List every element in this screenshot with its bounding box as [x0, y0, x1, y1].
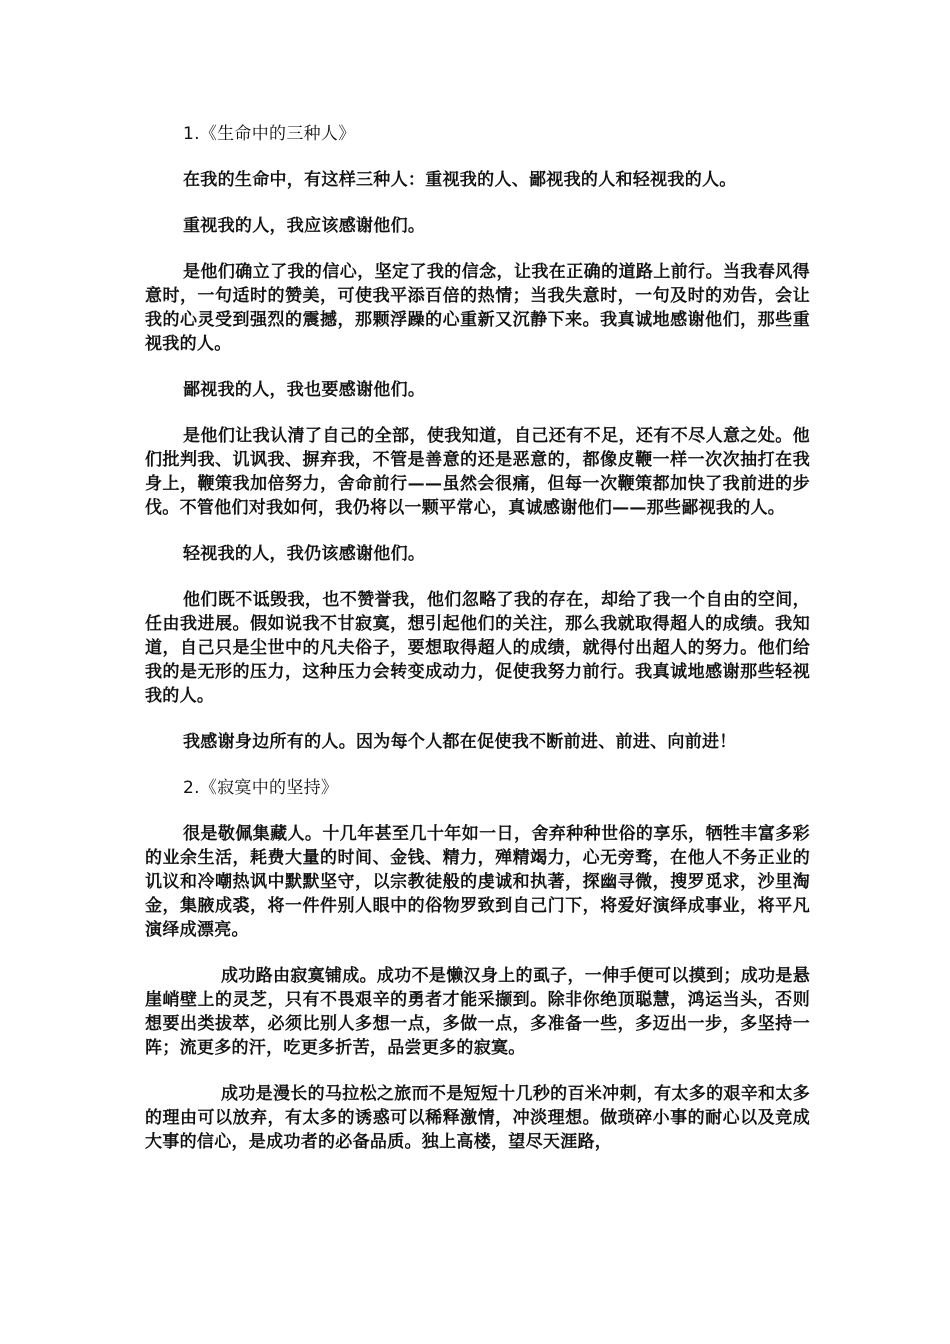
paragraph: 是他们让我认清了自己的全部，使我知道，自己还有不足，还有不尽人意之处。他们批判我、讥讽我、摒弃我，不管是善意的还是恶意的，都像皮鞭一样一次次抽打在我身上，鞭策我加倍努力，舍命前行——虽然会很痛，但每一次鞭策都加快了我前进的步伐。不管他们对我如何，我仍将以一颗平常心，真诚感谢他们——那些鄙视我的人。 — [145, 426, 810, 518]
paragraph: 成功是漫长的马拉松之旅而不是短短十几秒的百米冲刺，有太多的艰辛和太多的理由可以放弃，有太多的诱惑可以稀释激情，冲淡理想。做琐碎小事的耐心以及竞成大事的信心，是成功者的必备品质。独上高楼，望尽天涯路， — [145, 1084, 810, 1152]
section-title-2: 2.《寂寞中的坚持》 — [183, 778, 339, 798]
paragraph: 成功路由寂寞铺成。成功不是懒汉身上的虱子，一伸手便可以摸到；成功是悬崖峭壁上的灵芝，只有不畏艰辛的勇者才能采撷到。除非你绝顶聪慧，鸿运当头，否则想要出类拔萃，必须比别人多想一点，多做一点，多准备一些，多迈出一步，多坚持一阵；流更多的汗，吃更多折苦，品尝更多的寂寞。 — [145, 966, 810, 1058]
section-title-1: 1.《生命中的三种人》 — [183, 124, 356, 144]
paragraph: 很是敬佩集藏人。十几年甚至几十年如一日，舍弃种种世俗的享乐，牺牲丰富多彩的业余生活，耗费大量的时间、金钱、精力，殚精竭力，心无旁骛，在他人不务正业的讥议和冷嘲热讽中默默坚守，以宗教徒般的虔诚和执著，探幽寻微，搜罗觅求，沙里淘金，集腋成裘，将一件件别人眼中的俗物罗致到自己门下，将爱好演绎成事业，将平凡演绎成漂亮。 — [145, 824, 810, 940]
paragraph: 重视我的人，我应该感谢他们。 — [183, 216, 426, 236]
paragraph: 他们既不诋毁我，也不赞誉我，他们忽略了我的存在，却给了我一个自由的空间，任由我进展。假如说我不甘寂寞，想引起他们的关注，那么我就取得超人的成绩。我知道，自己只是尘世中的凡夫俗子，要想取得超人的成绩，就得付出超人的努力。他们给我的是无形的压力，这种压力会转变成动力，促使我努力前行。我真诚地感谢那些轻视我的人。 — [145, 590, 810, 706]
paragraph: 是他们确立了我的信心，坚定了我的信念，让我在正确的道路上前行。当我春风得意时，一句适时的赞美，可使我平添百倍的热情；当我失意时，一句及时的劝告，会让我的心灵受到强烈的震撼，那颗浮躁的心重新又沉静下来。我真诚地感谢他们，那些重视我的人。 — [145, 262, 810, 354]
paragraph: 轻视我的人，我仍该感谢他们。 — [183, 544, 426, 564]
paragraph: 鄙视我的人，我也要感谢他们。 — [183, 380, 426, 400]
paragraph: 我感谢身边所有的人。因为每个人都在促使我不断前进、前进、向前进！ — [183, 732, 737, 752]
document-body — [145, 122, 810, 1154]
paragraph: 在我的生命中，有这样三种人：重视我的人、鄙视我的人和轻视我的人。 — [183, 170, 737, 190]
